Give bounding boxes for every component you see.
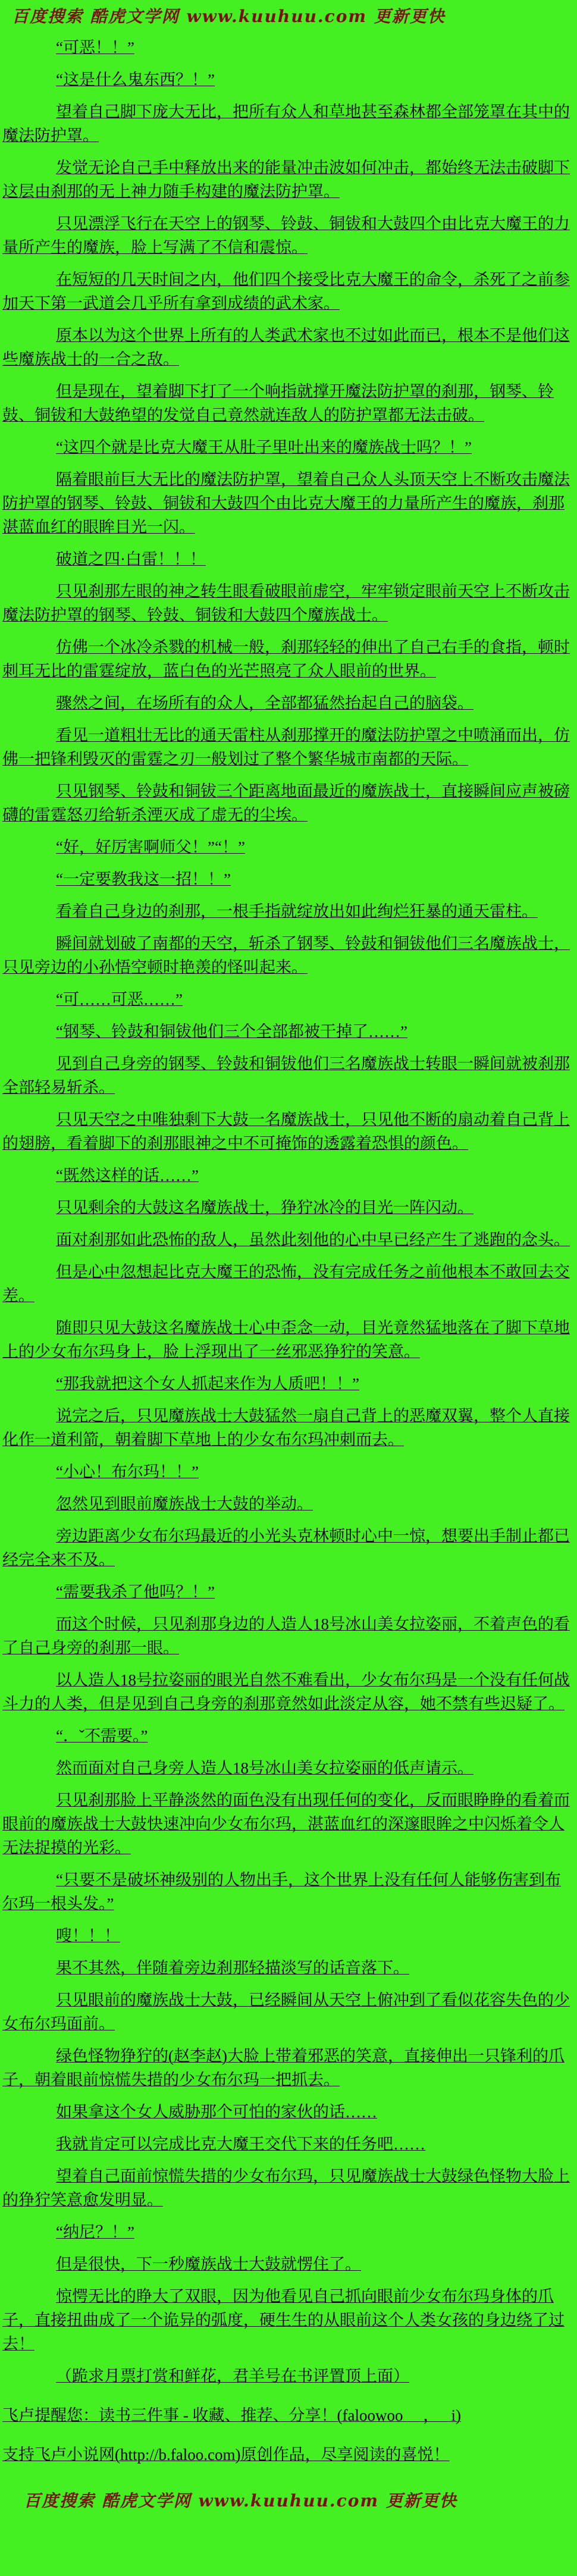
novel-paragraph: 骤然之间，在场所有的众人，全部都猛然抬起自己的脑袋。 <box>56 694 473 712</box>
novel-paragraph: （跪求月票打赏和鲜花，君羊号在书评置顶上面） <box>56 2367 409 2385</box>
novel-paragraph: “好，好厉害啊师父！”“！” <box>56 838 245 856</box>
novel-paragraph: “既然这样的话……” <box>56 1167 199 1184</box>
novel-paragraph: 飞卢提醒您：读书三件事 - 收藏、推荐、分享！(faloowoo ， i) <box>2 2406 461 2424</box>
novel-paragraph: 而这个时候，只见刹那身边的人造人18号冰山美女拉姿丽，不着声色的看了自己身旁的刹那一眼。 <box>2 1615 570 1657</box>
novel-paragraph: 看着自己身边的刹那，一根手指就绽放出如此绚烂狂暴的通天雷柱。 <box>56 902 538 920</box>
novel-paragraph: 仿佛一个冰冷杀戮的机械一般，刹那轻轻的伸出了自己右手的食指，顿时刺耳无比的雷霆绽放，蓝白色的光芒照亮了众人眼前的世界。 <box>2 638 570 680</box>
novel-paragraph: 只见眼前的魔族战士大鼓，已经瞬间从天空上俯冲到了看似花容失色的少女布尔玛面前。 <box>2 1991 570 2033</box>
novel-paragraph: 只见剩余的大鼓这名魔族战士，狰狞冰冷的目光一阵闪动。 <box>56 1199 473 1217</box>
novel-paragraph: 只见刹那左眼的神之转生眼看破眼前虚空，牢牢锁定眼前天空上不断攻击魔法防护罩的钢琴、铃鼓、铜钹和大鼓四个魔族战士。 <box>2 582 570 624</box>
novel-paragraph: 望着自己面前惊慌失措的少女布尔玛，只见魔族战士大鼓绿色怪物大脸上的狰狞笑意愈发明显。 <box>2 2167 570 2209</box>
novel-paragraph: 破道之四·白雷！！！ <box>56 550 206 568</box>
novel-paragraph: 支持飞卢小说网(http://b.faloo.com)原创作品，尽享阅读的喜悦！ <box>2 2446 450 2464</box>
novel-paragraph: 瞬间就划破了南都的天空，斩杀了钢琴、铃鼓和铜钹他们三名魔族战士，只见旁边的小孙悟空顿时艳羡的怪叫起来。 <box>2 935 570 976</box>
site-brand-footer: 百度搜索 酷虎文学网 www.kuuhuu.com 更新更快 <box>24 2491 457 2511</box>
novel-paragraph: 然而面对自己身旁人造人18号冰山美女拉姿丽的低声请示。 <box>56 1759 473 1777</box>
novel-paragraph: “这四个就是比克大魔王从肚子里吐出来的魔族战士吗？！” <box>56 438 472 456</box>
novel-paragraph: 但是现在，望着脚下打了一个响指就撑开魔法防护罩的刹那，钢琴、铃鼓、铜钹和大鼓绝望的发觉自己竟然就连敌人的防护罩都无法击破。 <box>2 383 554 424</box>
novel-paragraph: “钢琴、铃鼓和铜钹他们三个全部都被干掉了……” <box>56 1023 407 1041</box>
novel-paragraph: 我就肯定可以完成比克大魔王交代下来的任务吧…… <box>56 2135 425 2153</box>
novel-paragraph: 隔着眼前巨大无比的魔法防护罩，望着自己众人头顶天空上不断攻击魔法防护罩的钢琴、铃鼓、铜钹和大鼓四个由比克大魔王的力量所产生的魔族，刹那湛蓝血红的眼眸目光一闪。 <box>2 471 570 536</box>
novel-paragraph: 以人造人18号拉姿丽的眼光自然不难看出，少女布尔玛是一个没有任何战斗力的人类，但是见到自己身旁的刹那竟然如此淡定从容，她不禁有些迟疑了。 <box>2 1671 570 1713</box>
novel-paragraph: 只见刹那脸上平静淡然的面色没有出现任何的变化，反而眼睁睁的看着而眼前的魔族战士大鼓快速冲向少女布尔玛，湛蓝血红的深邃眼眸之中闪烁着令人无法捉摸的光彩。 <box>2 1791 570 1857</box>
novel-paragraph: 在短短的几天时间之内，他们四个接受比克大魔王的命令，杀死了之前参加天下第一武道会几乎所有拿到成绩的武术家。 <box>2 271 570 312</box>
novel-paragraph: “可恶！！” <box>56 39 134 57</box>
novel-paragraph: 见到自己身旁的钢琴、铃鼓和铜钹他们三名魔族战士转眼一瞬间就被刹那全部轻易斩杀。 <box>2 1055 570 1096</box>
novel-paragraph: 面对刹那如此恐怖的敌人，虽然此刻他的心中早已经产生了逃跑的念头。 <box>56 1231 570 1249</box>
novel-paragraph: 但是心中忽想起比克大魔王的恐怖，没有完成任务之前他根本不敢回去交差。 <box>2 1263 570 1305</box>
novel-paragraph: 忽然见到眼前魔族战士大鼓的举动。 <box>56 1495 313 1513</box>
novel-paragraph: 嗖！！！ <box>56 1927 120 1945</box>
novel-paragraph: 原本以为这个世界上所有的人类武术家也不过如此而已，根本不是他们这些魔族战士的一合之敌。 <box>2 327 570 368</box>
novel-paragraph: 绿色怪物狰狞的(赵李赵)大脸上带着邪恶的笑意，直接伸出一只锋利的爪子，朝着眼前惊慌失措的少女布尔玛一把抓去。 <box>2 2047 565 2089</box>
novel-paragraph: 说完之后，只见魔族战士大鼓猛然一扇自己背上的恶魔双翼，整个人直接化作一道利箭，朝着脚下草地上的少女布尔玛冲刺而去。 <box>2 1407 570 1449</box>
novel-paragraph: 如果拿这个女人威胁那个可怕的家伙的话…… <box>56 2103 377 2121</box>
novel-paragraph: 只见漂浮飞行在天空上的钢琴、铃鼓、铜钹和大鼓四个由比克大魔王的力量所产生的魔族，脸上写满了不信和震惊。 <box>2 215 570 256</box>
site-brand-header: 百度搜索 酷虎文学网 www.kuuhuu.com 更新更快 <box>12 7 446 26</box>
novel-paragraph: “需要我杀了他吗？！” <box>56 1583 215 1601</box>
novel-paragraph: “这是什么鬼东西？！” <box>56 71 215 89</box>
novel-paragraph: “那我就把这个女人抓起来作为人质吧！！” <box>56 1375 359 1393</box>
novel-paragraph: 旁边距离少女布尔玛最近的小光头克林顿时心中一惊，想要出手制止都已经完全来不及。 <box>2 1527 570 1569</box>
novel-paragraph: “小心！布尔玛！！” <box>56 1463 199 1481</box>
novel-paragraph: 望着自己脚下庞大无比，把所有众人和草地甚至森林都全部笼罩在其中的魔法防护罩。 <box>2 103 570 145</box>
novel-paragraph: “一定要教我这一招！！” <box>56 870 231 888</box>
novel-paragraph: 随即只见大鼓这名魔族战士心中歪念一动，目光竟然猛地落在了脚下草地上的少女布尔玛身上，脸上浮现出了一丝邪恶狰狞的笑意。 <box>2 1319 570 1361</box>
novel-text <box>0 33 577 2467</box>
novel-paragraph: “只要不是破坏神级别的人物出手，这个世界上没有任何人能够伤害到布尔玛一根头发。” <box>2 1871 561 1913</box>
novel-paragraph: 但是很快，下一秒魔族战士大鼓就愣住了。 <box>56 2255 361 2273</box>
novel-paragraph: 果不其然，伴随着旁边刹那轻描淡写的话音落下。 <box>56 1959 409 1977</box>
novel-paragraph: 看见一道粗壮无比的通天雷柱从刹那撑开的魔法防护罩之中喷涌而出，仿佛一把锋利毁灭的雷霆之刃一般划过了整个繁华城市南都的天际。 <box>2 726 570 768</box>
novel-paragraph: 只见钢琴、铃鼓和铜钹三个距离地面最近的魔族战士，直接瞬间应声被磅礴的雷霆怒刃给斩杀湮灭成了虚无的尘埃。 <box>2 782 570 824</box>
novel-paragraph: “纳尼？！” <box>56 2223 134 2241</box>
novel-paragraph: 发觉无论自己手中释放出来的能量冲击波如何冲击，都始终无法击破脚下这层由刹那的无上神力随手构建的魔法防护罩。 <box>2 159 570 200</box>
novel-paragraph: 惊愕无比的睁大了双眼，因为他看见自己抓向眼前少女布尔玛身体的爪子，直接扭曲成了一个诡异的弧度，硬生生的从眼前这个人类女孩的身边绕了过去！ <box>2 2287 565 2353</box>
novel-paragraph: 只见天空之中唯独剩下大鼓一名魔族战士，只见他不断的扇动着自己背上的翅膀，看着脚下的刹那眼神之中不可掩饰的透露着恐惧的颜色。 <box>2 1111 570 1152</box>
novel-paragraph: “．ˇ不需要。” <box>56 1727 148 1745</box>
novel-paragraph: “可……可恶……” <box>56 991 183 1008</box>
